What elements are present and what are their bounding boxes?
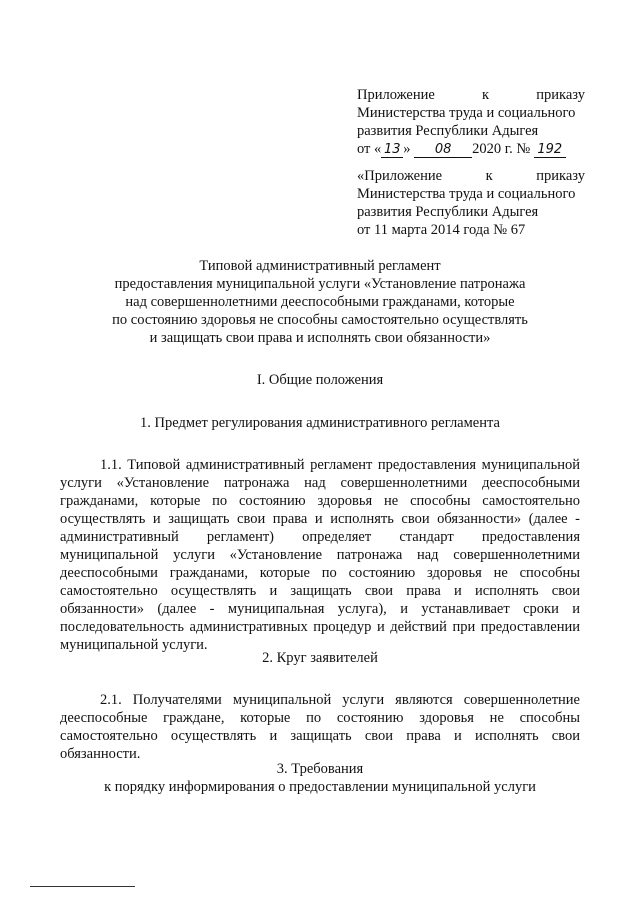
appendix-word: приказу [536,87,585,103]
appendix-original-order [357,167,585,239]
appendix-current-line2: Министерства труда и социального [357,105,576,121]
section-heading-general: I. Общие положения [256,372,384,388]
appendix-word: «Приложение [357,168,443,184]
title-line: Типовой административный регламент [199,258,441,274]
appendix-current-line3: развития Республики Адыгея [357,123,539,139]
appendix-word: приказу [536,168,585,184]
subsection-heading-subject: 1. Предмет регулирования административного регламента [140,415,500,431]
subsection-heading-requirements [60,760,580,796]
appendix-current-line1 [357,86,585,104]
appendix-word: к [485,168,493,184]
handwritten-month: 08 [414,143,472,158]
appendix-word: к [482,87,490,103]
appendix-current-date-line [357,140,585,158]
paragraph-2-1: 2.1. Получателями муниципальной услуги являются совершеннолетние дееспособные граждане, которые по состоянию здоровья не способны самостоятельно осуществлять и защищать свои права и исполнять свои обязанности. [60,692,580,762]
date-prefix: от « [357,141,382,157]
appendix-current-order [357,86,585,158]
title-line: предоставления муниципальной услуги «Установление патронажа [114,276,526,292]
subsection-line: к порядку информирования о предоставлении муниципальной услуги [104,779,536,795]
handwritten-order-number: 192 [534,143,566,158]
document-title [60,257,580,347]
appendix-original-line3: развития Республики Адыгея [357,204,539,220]
subsection-line: 3. Требования [276,761,364,777]
title-line: по состоянию здоровья не способны самостоятельно осуществлять [112,312,528,328]
date-year: 2020 г. № [472,141,531,157]
appendix-original-line4: от 11 марта 2014 года № 67 [357,222,526,238]
subsection-heading-applicants: 2. Круг заявителей [262,650,378,666]
appendix-word: Приложение [357,87,435,103]
paragraph-1-1: 1.1. Типовой административный регламент предоставления муниципальной услуги «Установление патронажа над совершеннолетними дееспособными гражданами, которые по состоянию здоровья не способны самостоятельно осуществлять и защищать свои права и исполнять свои обязанности» (далее - административный регламент) определяет стандарт предоставления муниципальной услуги «Установление патронажа над совершеннолетними дееспособными гражданами, которые по состоянию здоровья не способны самостоятельно осуществлять и защищать свои права и исполнять свои обязанности» (далее - муниципальная услуга), и устанавливает сроки и последовательность административных процедур и действий при предоставлении муниципальной услуги. [60,457,580,653]
title-line: и защищать свои права и исполнять свои обязанности» [149,330,491,346]
appendix-original-line2: Министерства труда и социального [357,186,576,202]
footnote-divider [30,886,135,887]
handwritten-day: 13 [381,143,403,158]
date-mid: » [403,141,411,157]
title-line: над совершеннолетними дееспособными гражданами, которые [125,294,515,310]
appendix-original-line1 [357,167,585,185]
